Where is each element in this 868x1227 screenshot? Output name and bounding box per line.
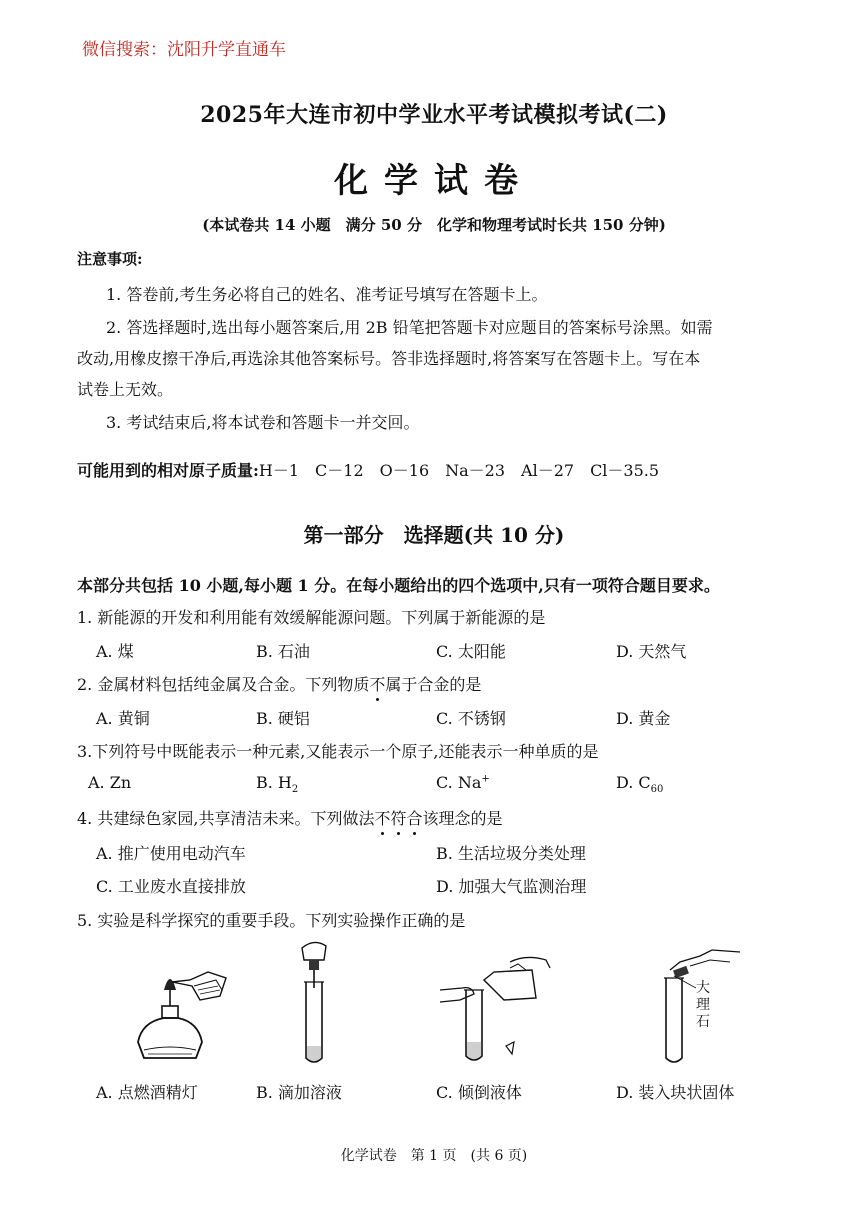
- emphasis-mark: 不: [374, 806, 390, 829]
- question-3-stem: 3.下列符号中既能表示一种元素,又能表示一个原子,还能表示一种单质的是: [77, 742, 599, 761]
- question-4-option-c: C. 工业废水直接排放: [96, 877, 246, 896]
- emphasis-mark: 合: [406, 806, 422, 829]
- question-4-option-b: B. 生活垃圾分类处理: [436, 844, 586, 863]
- notice-item-2-line-3: 试卷上无效。: [77, 380, 174, 399]
- question-3-option-c: C. Na+: [436, 773, 490, 792]
- question-1-option-c: C. 太阳能: [436, 642, 506, 661]
- atomic-mass-label: 可能用到的相对原子质量:: [77, 461, 259, 480]
- emphasis-mark: 不: [369, 672, 385, 695]
- emphasis-mark: 符: [390, 806, 406, 829]
- question-4-option-a: A. 推广使用电动汽车: [96, 844, 246, 863]
- question-1-stem: 1. 新能源的开发和利用能有效缓解能源问题。下列属于新能源的是: [77, 608, 546, 627]
- question-5-option-a: A. 点燃酒精灯: [96, 1083, 198, 1102]
- page-footer: 化学试卷 第 1 页 (共 6 页): [340, 1148, 528, 1164]
- page-title: 化学试卷: [334, 161, 534, 201]
- alcohol-lamp-figure: [130, 960, 230, 1068]
- question-1-option-a: A. 煤: [96, 642, 134, 661]
- exam-info: (本试卷共 14 小题 满分 50 分 化学和物理考试时长共 150 分钟): [202, 216, 666, 234]
- pouring-liquid-figure: [440, 950, 560, 1068]
- notice-item-2-line-1: 2. 答选择题时,选出每小题答案后,用 2B 铅笔把答题卡对应题目的答案标号涂黑。如需: [106, 318, 713, 337]
- section-title: 第一部分 选择题(共 10 分): [303, 523, 565, 547]
- exam-title: 2025年大连市初中学业水平考试模拟考试(二): [200, 102, 668, 128]
- dropper-test-tube-figure: [292, 938, 342, 1068]
- question-5-option-b: B. 滴加溶液: [256, 1083, 342, 1102]
- question-5-option-c: C. 倾倒液体: [436, 1083, 522, 1102]
- notice-item-2-line-2: 改动,用橡皮擦干净后,再选涂其他答案标号。答非选择题时,将答案写在答题卡上。写在本: [77, 349, 701, 368]
- question-1-option-b: B. 石油: [256, 642, 310, 661]
- question-2-option-d: D. 黄金: [616, 709, 671, 728]
- question-5-stem: 5. 实验是科学探究的重要手段。下列实验操作正确的是: [77, 911, 466, 930]
- question-1-option-d: D. 天然气: [616, 642, 687, 661]
- question-5-option-d: D. 装入块状固体: [616, 1083, 735, 1102]
- notice-item-1: 1. 答卷前,考生务必将自己的姓名、准考证号填写在答题卡上。: [106, 285, 548, 304]
- question-4-option-d: D. 加强大气监测治理: [436, 877, 587, 896]
- notice-item-3: 3. 考试结束后,将本试卷和答题卡一并交回。: [106, 413, 420, 432]
- marble-label: 大理石: [696, 980, 710, 1030]
- question-3-option-b: B. $H_2$: [256, 773, 299, 796]
- question-3-option-a: A. Zn: [88, 773, 132, 792]
- notice-heading: 注意事项:: [77, 250, 143, 268]
- question-2-option-a: A. 黄铜: [96, 709, 150, 728]
- question-2-option-b: B. 硬铝: [256, 709, 310, 728]
- question-4-stem: 4. 共建绿色家园,共享清洁未来。下列做法不符合该理念的是: [77, 806, 503, 829]
- watermark-text: 微信搜索：沈阳升学直通车: [82, 40, 286, 60]
- atomic-mass-values: H－1 C－12 O－16 Na－23 Al－27 Cl－35.5: [258, 461, 660, 480]
- atomic-mass-line: [77, 458, 659, 481]
- question-2-option-c: C. 不锈钢: [436, 709, 506, 728]
- section-instruction: 本部分共包括 10 小题,每小题 1 分。在每小题给出的四个选项中,只有一项符合题目要求。: [77, 576, 720, 595]
- question-3-option-d: D. $C_{60}$: [616, 773, 664, 796]
- question-2-stem: 2. 金属材料包括纯金属及合金。下列物质不属于合金的是: [77, 672, 481, 695]
